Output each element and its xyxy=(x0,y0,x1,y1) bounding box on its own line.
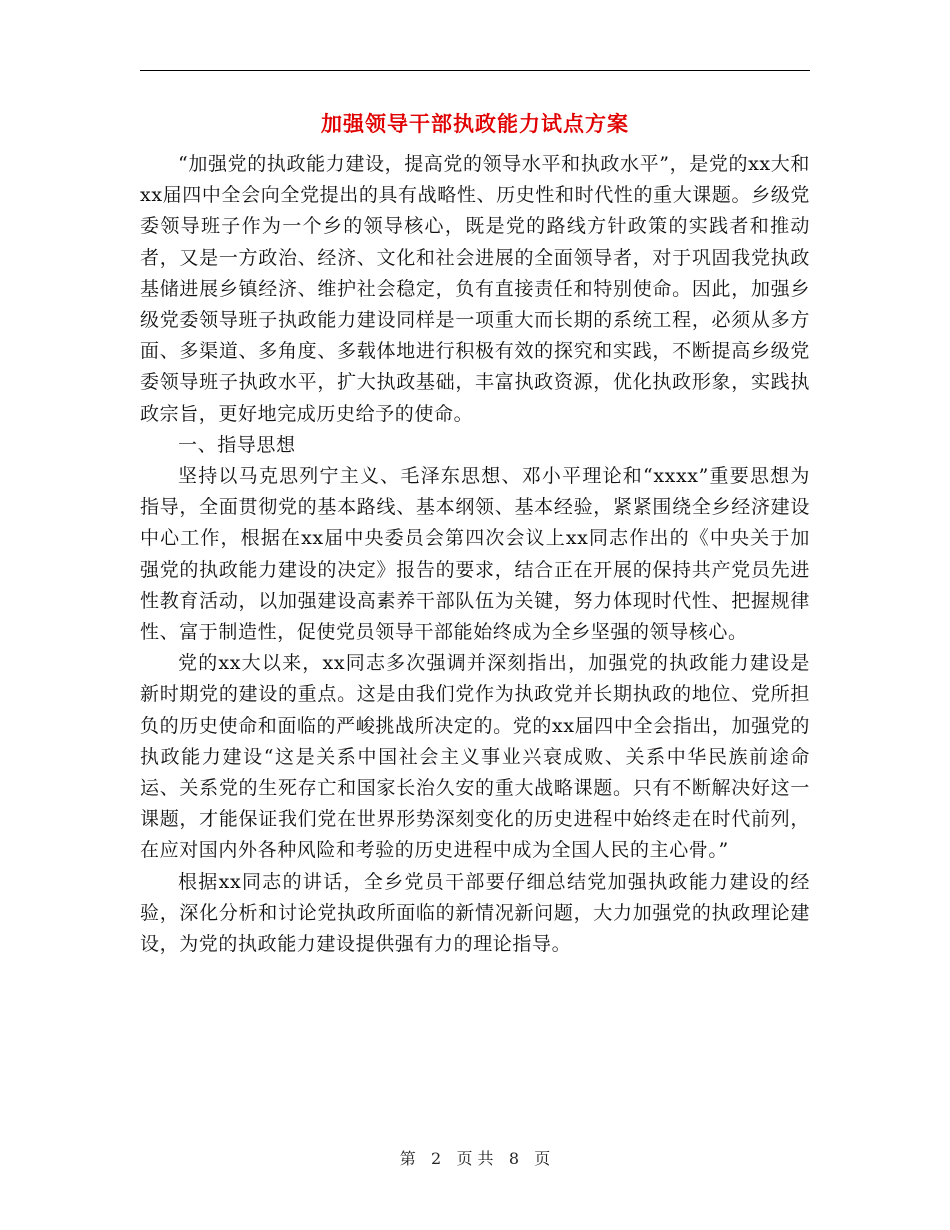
paragraph-party-congress: 党的xx大以来，xx同志多次强调并深刻指出，加强党的执政能力建设是新时期党的建设的重点。这是由我们党作为执政党并长期执政的地位、党所担负的历史使命和面临的严峻挑战所决定的。党的xx届四中全会指出，加强党的执政能力建设“这是关系中国社会主义事业兴衰成败、关系中华民族前途命运、关系党的生死存亡和国家长治久安的重大战略课题。只有不断解决好这一课题，才能保证我们党在世界形势深刻变化的历史进程中始终走在时代前列，在应对国内外各种风险和考验的历史进程中成为全国人民的主心骨。” xyxy=(140,652,810,862)
section-heading-guiding-thought: 一、指导思想 xyxy=(178,433,296,456)
paragraph-speech: 根据xx同志的讲话，全乡党员干部要仔细总结党加强执政能力建设的经验，深化分析和讨论党执政所面临的新情况新问题，大力加强党的执政理论建设，为党的执政能力建设提供强有力的理论指导。 xyxy=(140,870,810,956)
footer-page-middle: 页 共 xyxy=(456,1149,494,1168)
footer-page-suffix: 页 xyxy=(534,1149,551,1168)
paragraph-intro: “加强党的执政能力建设，提高党的领导水平和执政水平”，是党的xx大和xx届四中全会向全党提出的具有战略性、历史性和时代性的重大课题。乡级党委领导班子作为一个乡的领导核心，既是党的路线方针政策的实践者和推动者，又是一方政治、经济、文化和社会进展的全面领导者，对于巩固我党执政基储进展乡镇经济、维护社会稳定，负有直接责任和特别使命。因此，加强乡级党委领导班子执政能力建设同样是一项重大而长期的系统工程，必须从多方面、多渠道、多角度、多载体地进行积极有效的探究和实践，不断提高乡级党委领导班子执政水平，扩大执政基础，丰富执政资源，优化执政形象，实践执政宗旨，更好地完成历史给予的使命。 xyxy=(140,153,810,425)
header-rule xyxy=(140,70,810,71)
footer-page-total: 8 xyxy=(508,1149,520,1168)
document-body xyxy=(140,149,810,960)
footer-page-prefix: 第 xyxy=(399,1149,416,1168)
page-footer xyxy=(140,1148,810,1170)
footer-page-number: 2 xyxy=(430,1149,442,1168)
document-title: 加强领导干部执政能力试点方案 xyxy=(321,111,629,136)
paragraph-guiding-thought: 坚持以马克思列宁主义、毛泽东思想、邓小平理论和“xxxx”重要思想为指导，全面贯彻党的基本路线、基本纲领、基本经验，紧紧围绕全乡经济建设中心工作，根据在xx届中央委员会第四次会议上xx同志作出的《中央关于加强党的执政能力建设的决定》报告的要求，结合正在开展的保持共产党员先进性教育活动，以加强建设高素养干部队伍为关键，努力体现时代性、把握规律性、富于制造性，促使党员领导干部能始终成为全乡坚强的领导核心。 xyxy=(140,465,810,644)
